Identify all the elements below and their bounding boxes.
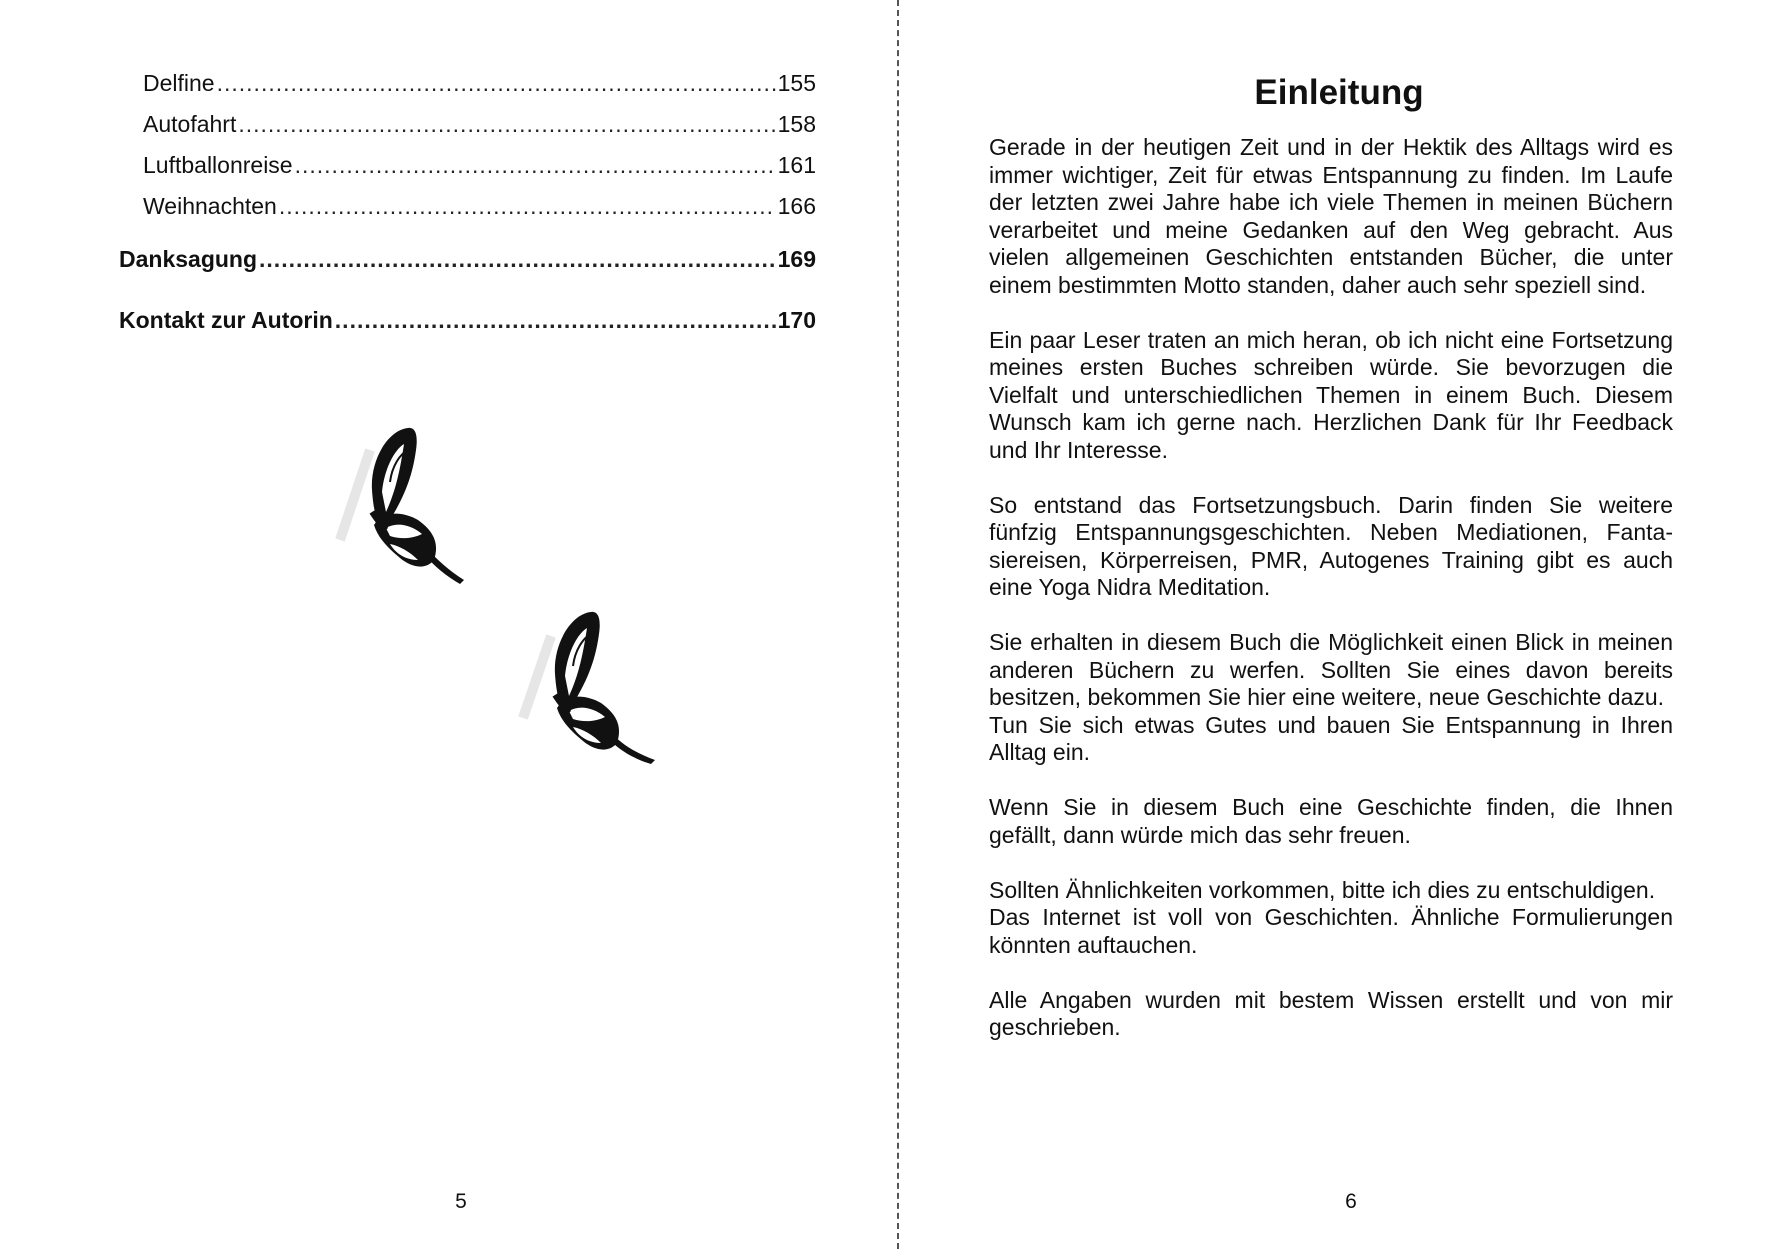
paragraph: Sie erhalten in diesem Buch die Möglichkeit einen Blick in meinen anderen Büchern zu werfen. Sollten Sie eines davon bereits besitzen, bekommen Sie hier eine weitere, neue Geschichte dazu. (989, 629, 1673, 710)
paragraph: Ein paar Leser traten an mich heran, ob ich nicht eine Fortsetzung meines ersten Buches schreiben würde. Sie bevorzugen die Vielfalt und unterschiedlichen Themen in einem Buch. Diesem Wunsch kam ich gerne nach. Herzlichen Dank für Ihr Feedback und Ihr Interesse. (989, 326, 1673, 463)
toc-entry-page: 170 (777, 307, 816, 333)
toc-leader-dots (238, 111, 775, 138)
table-of-contents (119, 70, 816, 368)
toc-entry-page: 166 (777, 193, 816, 219)
toc-leader-dots (259, 246, 776, 273)
paragraph: Gerade in der heutigen Zeit und in der Hektik des Alltags wird es immer wichtiger, Zeit für etwas Entspannung zu finden. Im Laufe der letzten zwei Jahre habe ich viele Themen in meinen Büchern verarbeitet und meine Gedanken auf den Weg gebracht. Aus vielen allgemeinen Geschichten entstanden Bücher, die unter einem bestimmten Motto standen, daher auch sehr speziell sind. (989, 134, 1673, 298)
toc-entry-label: Delfine (143, 70, 215, 96)
toc-entry-label: Kontakt zur Autorin (119, 307, 333, 333)
toc-entry-danksagung[interactable] (119, 246, 816, 307)
toc-leader-dots (295, 152, 776, 179)
toc-leader-dots (335, 307, 776, 334)
toc-entry-page: 155 (777, 70, 816, 96)
toc-entry-label: Autofahrt (143, 111, 237, 137)
paragraph: So entstand das Fortsetzungsbuch. Darin finden Sie weitere fünfzig Entspannungsgeschichten. Neben Mediationen, Fantasiereisen, Körperreisen, PMR, Autogenes Training gibt es auch eine Yoga Nidra Meditation. (989, 491, 1673, 600)
toc-entry-weihnachten[interactable] (119, 193, 816, 234)
toc-entry-page: 158 (777, 111, 816, 137)
page-number: 5 (455, 1190, 467, 1213)
right-page (899, 0, 1786, 1249)
toc-entry-label: Luftballonreise (143, 152, 293, 178)
toc-entry-page: 169 (777, 246, 816, 272)
paragraph: Sollten Ähnlichkeiten vorkommen, bitte ich dies zu entschuldigen. (989, 876, 1656, 903)
page-number: 6 (1345, 1190, 1357, 1213)
paragraph: Das Internet ist voll von Geschichten. Ähnliche Formulierungen könnten auftauchen. (989, 904, 1673, 958)
body-text (989, 134, 1673, 1069)
paragraph: Alle Angaben wurden mit bestem Wissen erstellt und von mir geschrieben. (989, 986, 1673, 1040)
toc-entry-delfine[interactable] (119, 70, 816, 111)
paragraph: Wenn Sie in diesem Buch eine Geschichte finden, die Ihnen gefällt, dann würde mich das sehr freuen. (989, 794, 1673, 848)
butterfly-icon (330, 420, 490, 595)
paragraph: Tun Sie sich etwas Gutes und bauen Sie Entspannung in Ihren Alltag ein. (989, 711, 1673, 765)
toc-leader-dots (279, 193, 776, 220)
toc-entry-luftballonreise[interactable] (119, 152, 816, 193)
toc-entry-page: 161 (777, 152, 816, 178)
toc-entry-kontakt[interactable] (119, 307, 816, 368)
toc-entry-label: Danksagung (119, 246, 258, 272)
toc-entry-autofahrt[interactable] (119, 111, 816, 152)
toc-entry-label: Weihnachten (143, 193, 277, 219)
butterfly-icon (515, 600, 675, 770)
toc-leader-dots (217, 70, 776, 97)
page-title: Einleitung (1254, 73, 1424, 112)
